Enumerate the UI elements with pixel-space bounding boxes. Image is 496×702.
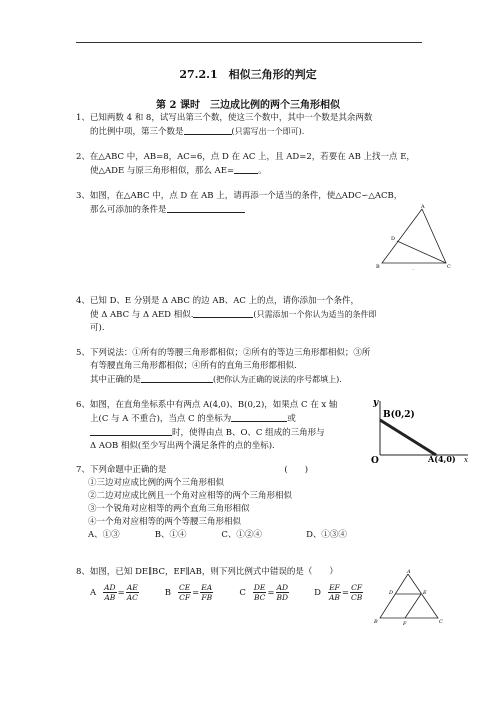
label-d: D [391,236,396,242]
label-a: A [421,204,425,210]
answer-blank-4[interactable] [193,308,253,318]
option-7d[interactable]: D、①③④ [306,530,347,540]
option-8c[interactable]: C $\frac{DE}{BC}$ = $\frac{AD}{BD}$ [239,583,289,602]
option-8d[interactable]: D $\frac{EF}{AB}$ = $\frac{CF}{CB}$ [314,583,363,602]
label-c-8: C [439,619,443,625]
label-b-point: B(0,2) [383,410,415,420]
label-e-8: E [423,590,427,596]
question-5: 5、下列说法：①所有的等腰三角形都相似；②所有的等边三角形都相似；③所 有等腰直角三角形都相似；④所有的直角三角形都相似. 其中正确的是 (把你认为正确的说法的序号都填上). [76,348,371,385]
segment-dc [397,241,446,263]
answer-blank-6a[interactable] [231,412,287,422]
question-8: 8、如图，已知 DE∥BC，EF∥AB，则下列比例式中错误的是（ ） [76,567,338,577]
answer-paren-7[interactable]: ( ) [284,465,309,475]
question-4: 4、已知 D、E 分别是 Δ ABC 的边 AB、AC 上的点，请你添加一个条件， 使 Δ ABC 与 Δ AED 相似. (只需添加一个你认为适当的条件即 可). [76,296,377,333]
label-d-8: D [389,590,394,596]
answer-blank-2[interactable] [234,164,258,174]
x-axis-label: x [464,456,468,463]
figure-coordinate-axes [368,395,472,463]
option-7c[interactable]: C、①②④ [221,530,262,540]
question-7: 7、下列命题中正确的是 ( ) ①三边对应成比例的两个三角形相似 ②二边对应成比例且一个角对应相等的两个三角形相似 ③一个锐角对应相等的两个直角三角形相似 ④一个角对应相等的两个等腰三角形相似 A、①③ B、①④ C、①②④ D、①③④ [76,465,347,540]
label-a-8: A [407,569,411,575]
lesson-subtitle: 第 2 课时 三边成比例的两个三角形相似 [156,100,340,111]
option-7a[interactable]: A、①③ [88,530,120,540]
option-8a[interactable]: A $\frac{AD}{AB}$ = $\frac{AE}{AC}$ [90,583,138,602]
figure-triangle-abc [374,203,454,273]
answer-blank-3[interactable] [167,203,245,213]
segment-ab [380,420,436,455]
question-6: 6、如图，在直角坐标系中有两点 A(4,0)、B(0,2)，如果点 C 在 x 轴 上(C 与 A 不重合)，当点 C 的坐标为 或 时，使得由点 B、O、C 组成的三角形与 Δ AOB 相似(至少写出两个满足条件的点的坐标). [76,400,338,451]
figure-parallel-lines [372,568,446,628]
top-rule [76,42,422,43]
answer-blank-6b[interactable] [90,426,172,436]
option-8b[interactable]: B $\frac{CE}{CF}$ = $\frac{EA}{FB}$ [164,583,213,602]
page-title: 27.2.1 相似三角形的判定 [179,68,317,81]
label-c: C [447,264,451,270]
label-extra: ‥ [412,266,415,271]
answer-blank-1[interactable] [184,125,232,135]
label-origin: O [371,456,379,463]
y-axis-label: y [373,398,379,408]
question-3: 3、如图，在△ABC 中，点 D 在 AB 上，请再添一个适当的条件，使△ADC∽△ACB， 那么可添加的条件是 [76,191,403,215]
label-b-8: B [374,619,378,625]
label-b: B [376,264,380,270]
question-1: 1、已知两数 4 和 8，试写出第三个数，使这三个数中，其中一个数是其余两数 的比例中项，第三个数是 (只需写出一个即可). [76,113,373,137]
option-7b[interactable]: B、①④ [154,530,187,540]
label-a-point: A(4,0) [428,454,456,463]
segment-ef [405,594,421,618]
label-f-8: F [403,621,407,627]
question-2: 2、在△ABC 中，AB=8，AC=6，点 D 在 AC 上，且 AD=2，若要在 AB 上找一点 E， 使△ADE 与原三角形相似，那么 AE= 。 [76,152,415,176]
answer-blank-5[interactable] [141,373,213,383]
